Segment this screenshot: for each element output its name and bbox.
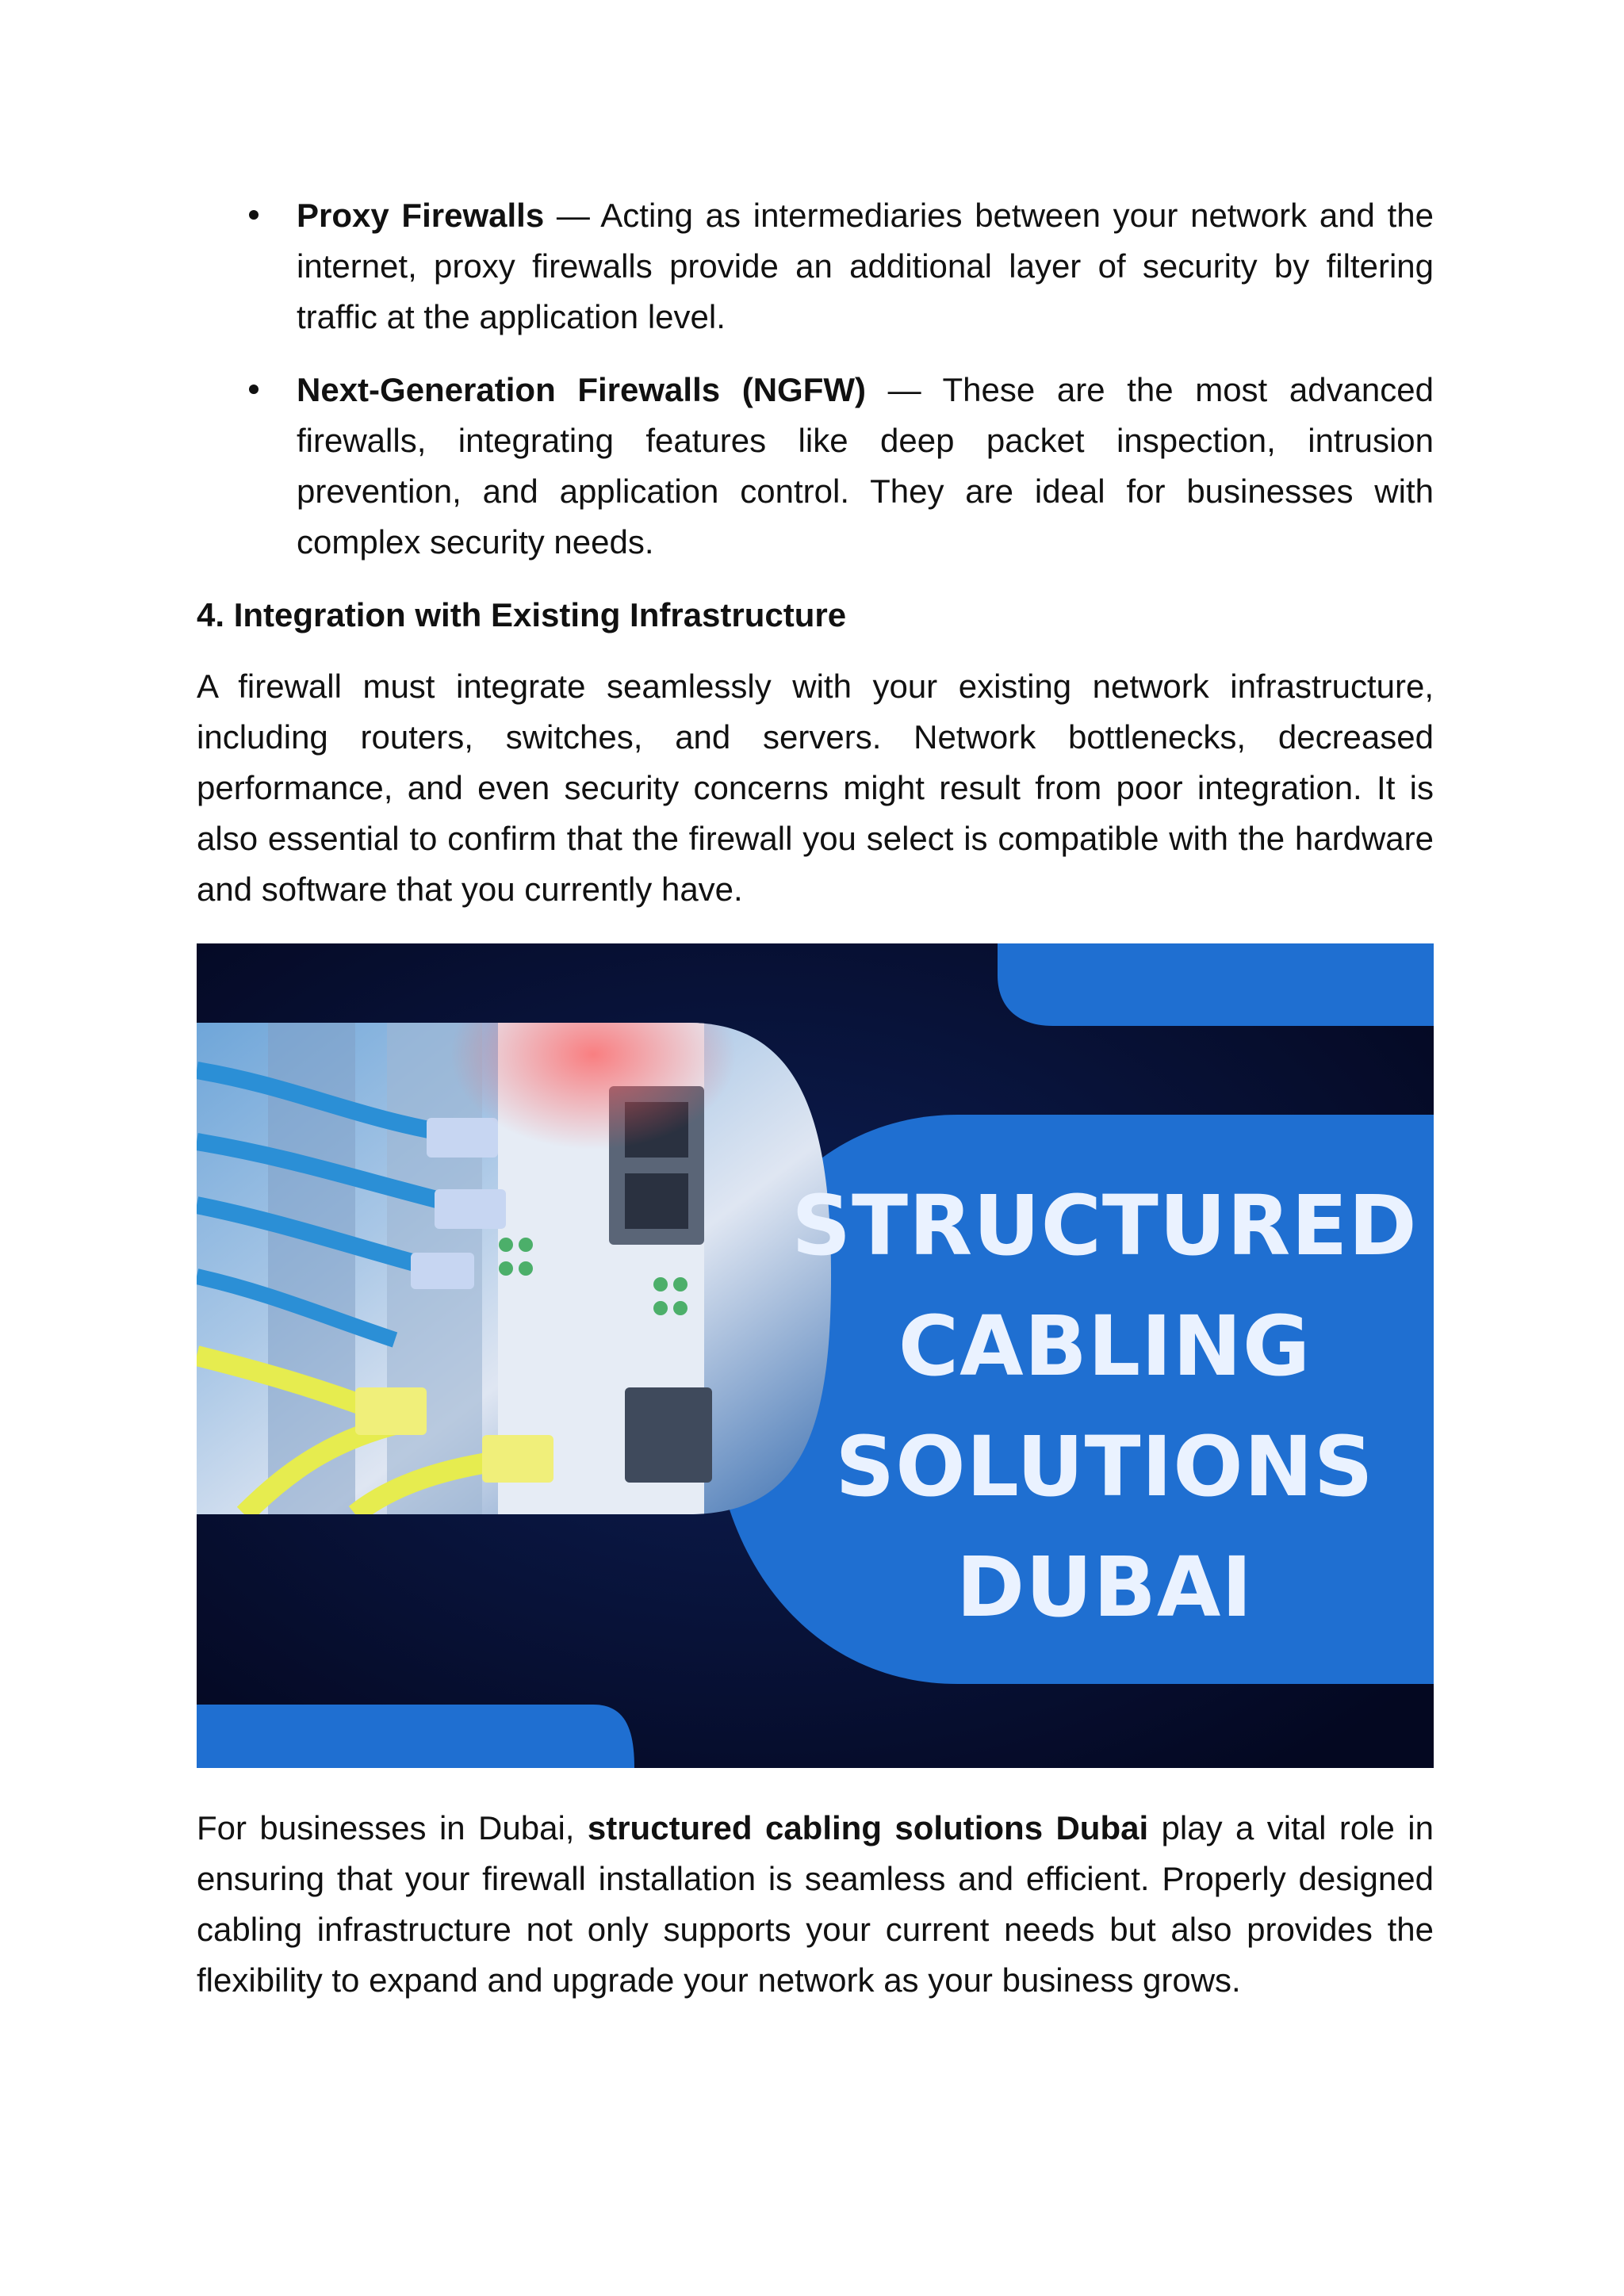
section-paragraph: A firewall must integrate seamlessly with your existing network infrastructure, including routers, switches, and servers. Network bottlenecks, decreased performance, and even security concerns might result from poor integration. It is also essential to confirm that the firewall you select is compatible with the hardware and software that you currently have.	[197, 668, 1434, 908]
list-item-proxy-firewalls	[197, 190, 1434, 342]
banner-line-1: STRUCTURED	[791, 1177, 1418, 1274]
bullet-icon	[249, 210, 259, 220]
closing-text-before: For businesses in Dubai,	[197, 1809, 588, 1846]
accent-shape-bottom	[197, 1705, 634, 1768]
banner-line-4: DUBAI	[956, 1539, 1254, 1636]
accent-shape-top	[998, 943, 1434, 1026]
document-page	[197, 190, 1434, 2006]
closing-paragraph	[197, 1803, 1434, 2006]
list-item-ngfw	[197, 365, 1434, 568]
section-heading: 4. Integration with Existing Infrastructure	[197, 596, 847, 633]
bullet-icon	[249, 385, 259, 394]
network-equipment-photo	[197, 959, 847, 1514]
list-item-title: Proxy Firewalls	[297, 197, 545, 234]
list-item-title: Next-Generation Firewalls (NGFW)	[297, 371, 867, 408]
banner-line-2: CABLING	[898, 1298, 1312, 1395]
list-item-text: — Acting as intermediaries between your network and the internet, proxy firewalls provide an additional layer of security by filtering traffic at the application level.	[297, 197, 1434, 335]
banner-line-3: SOLUTIONS	[835, 1418, 1374, 1515]
firewall-types-list	[197, 190, 1434, 568]
structured-cabling-banner-image	[197, 943, 1434, 1768]
banner-title	[787, 1165, 1422, 1647]
closing-bold-keyword: structured cabling solutions Dubai	[587, 1809, 1149, 1846]
list-item-text: — These are the most advanced firewalls, integrating features like deep packet inspection, intrusion prevention, and application control. They are ideal for businesses with complex security needs.	[297, 371, 1434, 561]
closing-text-after: play a vital role in ensuring that your firewall installation is seamless and efficient. Properly designed cabling infrastructure not only supports your current needs but also provides the flexibility to expand and upgrade your network as your business grows.	[197, 1809, 1434, 1999]
